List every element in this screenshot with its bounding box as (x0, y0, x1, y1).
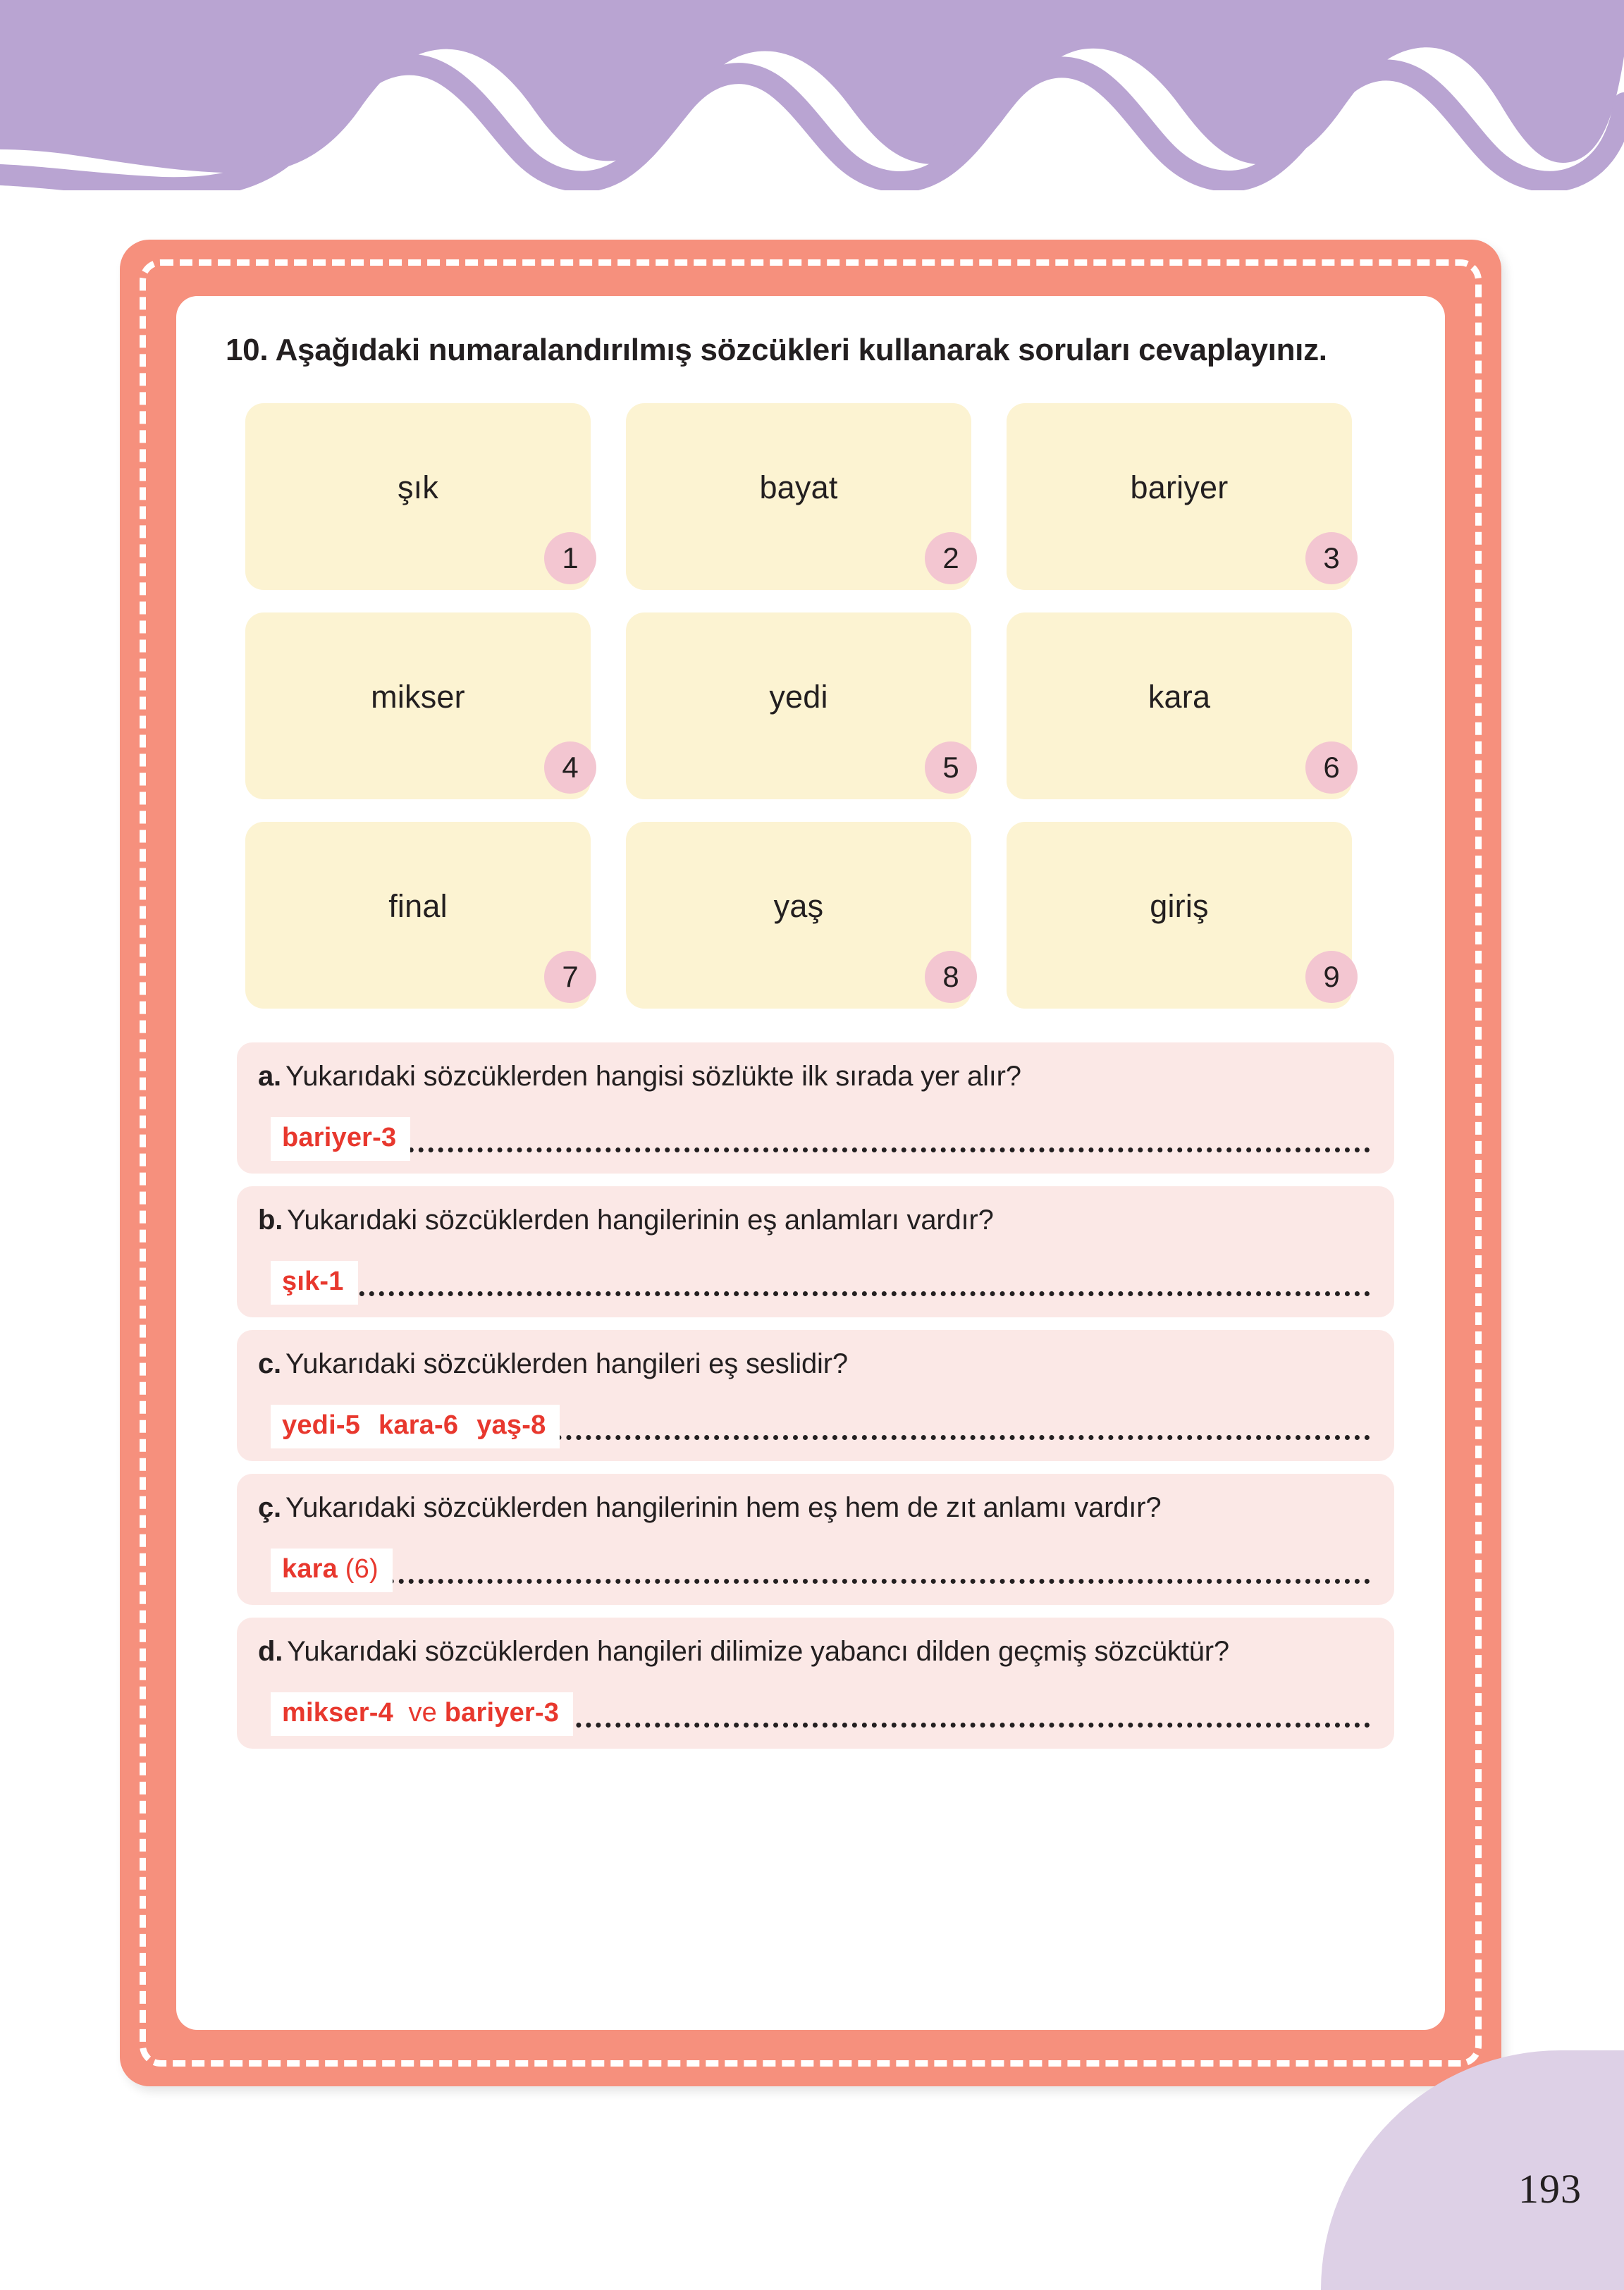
wave-accent-line (0, 65, 1624, 188)
word-card[interactable] (1007, 822, 1352, 1009)
exercise-instruction-text: Aşağıdaki numaralandırılmış sözcükleri kullanarak soruları cevaplayınız. (275, 333, 1327, 367)
word-card-number-badge: 2 (925, 532, 977, 584)
answer-line[interactable] (258, 1401, 1373, 1444)
answer-dotted-rule (271, 1291, 1370, 1296)
question-block-a (237, 1042, 1394, 1174)
word-card[interactable] (245, 822, 591, 1009)
question-body: Yukarıdaki sözcüklerden hangisi sözlükte ilk sırada yer alır? (285, 1061, 1021, 1092)
word-card[interactable] (245, 403, 591, 590)
answer-dotted-rule (271, 1147, 1370, 1152)
exercise-instruction (219, 330, 1403, 371)
answer-text (271, 1405, 560, 1448)
word-card-grid (219, 403, 1403, 1009)
question-list (219, 1042, 1403, 1749)
word-card-label: şık (397, 469, 439, 505)
word-card[interactable] (626, 403, 971, 590)
answer-dotted-rule (271, 1579, 1370, 1584)
answer-part: ve (408, 1698, 437, 1728)
question-letter: b. (258, 1205, 283, 1236)
exercise-content-panel (176, 296, 1445, 2030)
answer-part: yedi-5 (282, 1410, 361, 1441)
word-card[interactable] (245, 612, 591, 799)
answer-line[interactable] (258, 1113, 1373, 1157)
question-text (258, 1633, 1373, 1670)
top-wave-decoration (0, 0, 1624, 190)
question-letter: a. (258, 1061, 281, 1092)
word-card-number-badge: 4 (544, 741, 596, 794)
page-number: 193 (1518, 2166, 1582, 2212)
word-card-number-badge: 9 (1305, 951, 1358, 1003)
answer-line[interactable] (258, 1544, 1373, 1588)
question-body: Yukarıdaki sözcüklerden hangileri dilimize yabancı dilden geçmiş sözcüktür? (287, 1636, 1229, 1668)
answer-text: şık-1 (271, 1261, 358, 1305)
answer-part: mikser-4 (282, 1698, 393, 1728)
answer-text: bariyer-3 (271, 1117, 410, 1161)
answer-line[interactable] (258, 1688, 1373, 1732)
page-number-decoration (1321, 2050, 1624, 2290)
answer-part: kara-6 (379, 1410, 459, 1441)
question-body: Yukarıdaki sözcüklerden hangilerinin hem eş hem de zıt anlamı vardır? (285, 1492, 1162, 1524)
word-card[interactable] (626, 612, 971, 799)
question-text (258, 1058, 1373, 1095)
question-body: Yukarıdaki sözcüklerden hangilerinin eş anlamları vardır? (287, 1205, 994, 1236)
word-card-number-badge: 3 (1305, 532, 1358, 584)
answer-text (271, 1692, 573, 1736)
answer-part: yaş-8 (476, 1410, 546, 1441)
word-card[interactable] (626, 822, 971, 1009)
word-card[interactable] (1007, 612, 1352, 799)
question-text (258, 1489, 1373, 1526)
word-card-label: yedi (769, 678, 828, 715)
question-letter: d. (258, 1636, 283, 1668)
answer-part: kara (282, 1554, 338, 1584)
question-block-c (237, 1330, 1394, 1461)
question-block-c-cedilla (237, 1474, 1394, 1605)
answer-part: bariyer-3 (444, 1698, 560, 1728)
question-letter: c. (258, 1348, 281, 1380)
word-card-number-badge: 5 (925, 741, 977, 794)
word-card-label: mikser (371, 678, 465, 715)
word-card-label: bariyer (1130, 469, 1229, 505)
question-text (258, 1202, 1373, 1238)
question-letter: ç. (258, 1492, 281, 1524)
exercise-number: 10. (226, 333, 269, 367)
question-block-b (237, 1186, 1394, 1317)
answer-text (271, 1549, 393, 1592)
question-text (258, 1346, 1373, 1382)
word-card-number-badge: 6 (1305, 741, 1358, 794)
word-card-number-badge: 7 (544, 951, 596, 1003)
word-card-number-badge: 8 (925, 951, 977, 1003)
answer-part: (6) (345, 1554, 379, 1584)
answer-line[interactable] (258, 1257, 1373, 1300)
word-card[interactable] (1007, 403, 1352, 590)
wave-fill-shape (0, 0, 1624, 173)
exercise-frame (120, 240, 1501, 2086)
word-card-label: final (388, 887, 448, 924)
word-card-label: kara (1148, 678, 1211, 715)
question-body: Yukarıdaki sözcüklerden hangileri eş seslidir? (285, 1348, 848, 1380)
word-card-number-badge: 1 (544, 532, 596, 584)
question-block-d (237, 1618, 1394, 1749)
word-card-label: bayat (759, 469, 838, 505)
word-card-label: giriş (1150, 887, 1209, 924)
word-card-label: yaş (773, 887, 824, 924)
